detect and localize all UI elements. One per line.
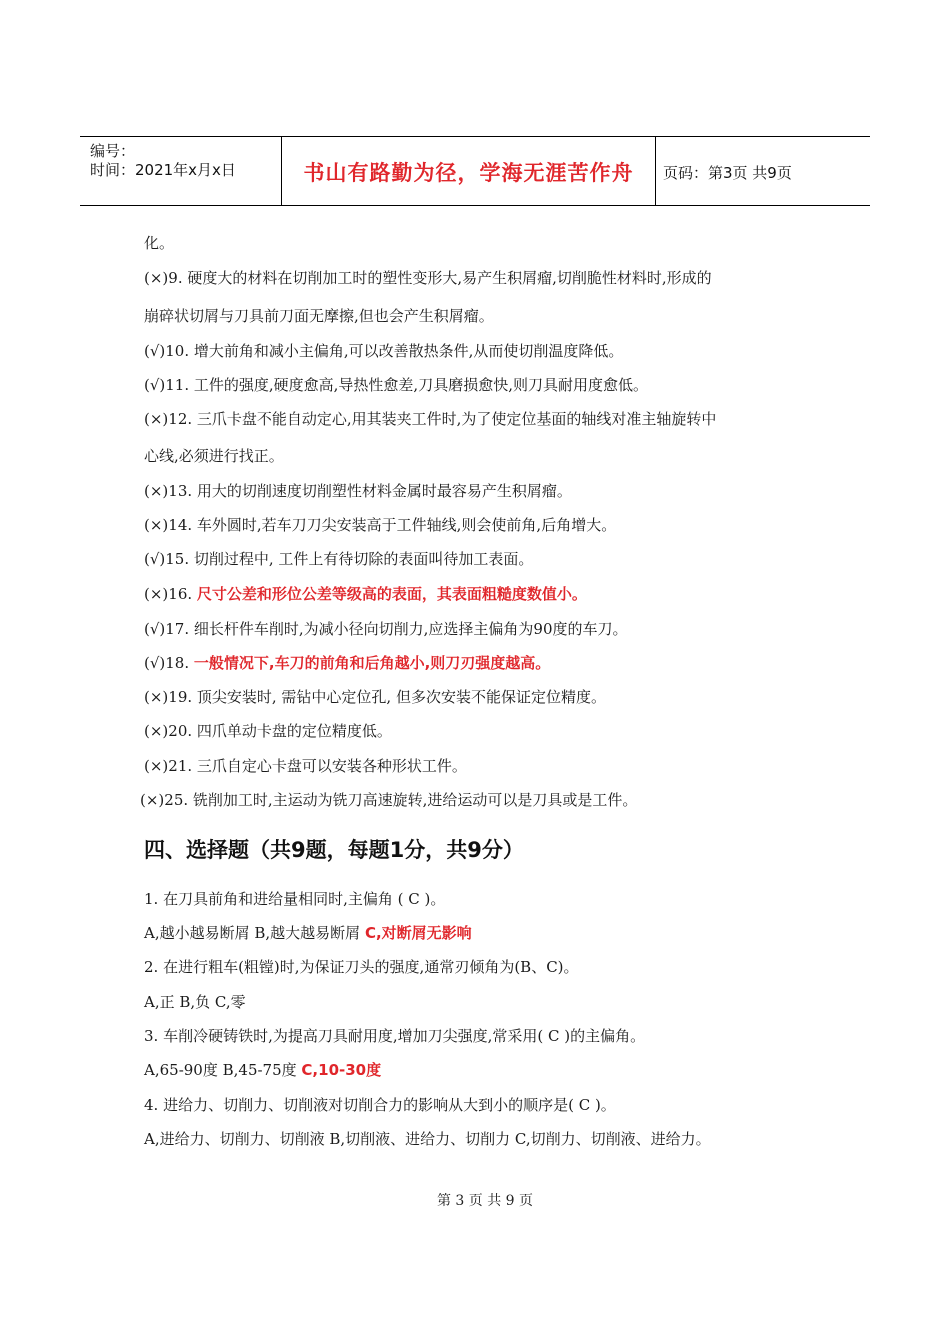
- question-2: 2. 在进行粗车(粗镗)时,为保证刀头的强度,通常刃倾角为(B、C)。: [144, 958, 579, 976]
- judgement-item-16: [144, 584, 587, 604]
- header-page-number: 页码：第3页 共9页: [663, 164, 792, 182]
- question-2-options: A,正 B,负 C,零: [144, 993, 246, 1011]
- judgement-item-14: (×)14. 车外圆时,若车刀刀尖安装高于工件轴线,则会使前角,后角增大。: [144, 516, 617, 534]
- judgement-item-19: (×)19. 顶尖安装时, 需钻中心定位孔, 但多次安装不能保证定位精度。: [144, 688, 606, 706]
- header-meta-cell: [80, 137, 280, 205]
- judgement-item-25: (×)25. 铣削加工时,主运动为铣刀高速旋转,进给运动可以是刀具或是工件。: [140, 791, 638, 809]
- section-title: 四、选择题（共9题，每题1分，共9分）: [144, 838, 524, 862]
- judgement-item-18: [144, 653, 550, 673]
- text-line: 化。: [144, 234, 175, 252]
- header-page-cell: [655, 137, 870, 205]
- header-motto-cell: [281, 137, 656, 205]
- judgement-item-11: (√)11. 工件的强度,硬度愈高,导热性愈差,刀具磨损愈快,则刀具耐用度愈低。: [144, 376, 648, 394]
- judgement-item-9: (×)9. 硬度大的材料在切削加工时的塑性变形大,易产生积屑瘤,切削脆性材料时,形成的: [144, 269, 712, 287]
- highlighted-answer: C,对断屑无影响: [364, 924, 472, 942]
- page-footer: 第 3 页 共 9 页: [436, 1193, 534, 1209]
- judgement-item-13: (×)13. 用大的切削速度切削塑性材料金属时最容易产生积屑瘤。: [144, 482, 572, 500]
- highlighted-answer: C,10-30度: [301, 1061, 382, 1079]
- judgement-item-12: (×)12. 三爪卡盘不能自动定心,用其装夹工件时,为了使定位基面的轴线对准主轴旋转中: [144, 410, 717, 428]
- question-1: 1. 在刀具前角和进给量相同时,主偏角 ( C )。: [144, 890, 446, 908]
- question-3-options: [144, 1060, 381, 1080]
- options-text: A,65-90度 B,45-75度: [144, 1061, 302, 1079]
- text-line: 崩碎状切屑与刀具前刀面无摩擦,但也会产生积屑瘤。: [144, 307, 494, 325]
- item-prefix: (√)18.: [144, 654, 194, 672]
- question-3: 3. 车削冷硬铸铁时,为提高刀具耐用度,增加刀尖强度,常采用( C )的主偏角。: [144, 1027, 646, 1045]
- page-header: [80, 136, 870, 206]
- question-4: 4. 进给力、切削力、切削液对切削合力的影响从大到小的顺序是( C )。: [144, 1096, 616, 1114]
- judgement-item-20: (×)20. 四爪单动卡盘的定位精度低。: [144, 722, 392, 740]
- judgement-item-15: (√)15. 切削过程中, 工件上有待切除的表面叫待加工表面。: [144, 550, 534, 568]
- doc-number-label: 编号：: [90, 142, 136, 160]
- item-prefix: (×)16.: [144, 585, 197, 603]
- highlighted-text: 一般情况下,车刀的前角和后角越小,则刀刃强度越高。: [193, 654, 551, 672]
- options-text: A,越小越易断屑 B,越大越易断屑: [144, 924, 365, 942]
- question-4-options: A,进给力、切削力、切削液 B,切削液、进给力、切削力 C,切削力、切削液、进给力。: [144, 1130, 711, 1148]
- doc-time-label: 时间：2021年x月x日: [90, 161, 236, 179]
- header-motto: 书山有路勤为径，学海无涯苦作舟: [303, 161, 634, 185]
- text-line: 心线,必须进行找正。: [144, 447, 284, 465]
- question-1-options: [144, 923, 472, 943]
- judgement-item-17: (√)17. 细长杆件车削时,为减小径向切削力,应选择主偏角为90度的车刀。: [144, 620, 628, 638]
- judgement-item-21: (×)21. 三爪自定心卡盘可以安装各种形状工件。: [144, 757, 467, 775]
- judgement-item-10: (√)10. 增大前角和减小主偏角,可以改善散热条件,从而使切削温度降低。: [144, 342, 624, 360]
- highlighted-text: 尺寸公差和形位公差等级高的表面，其表面粗糙度数值小。: [196, 585, 587, 603]
